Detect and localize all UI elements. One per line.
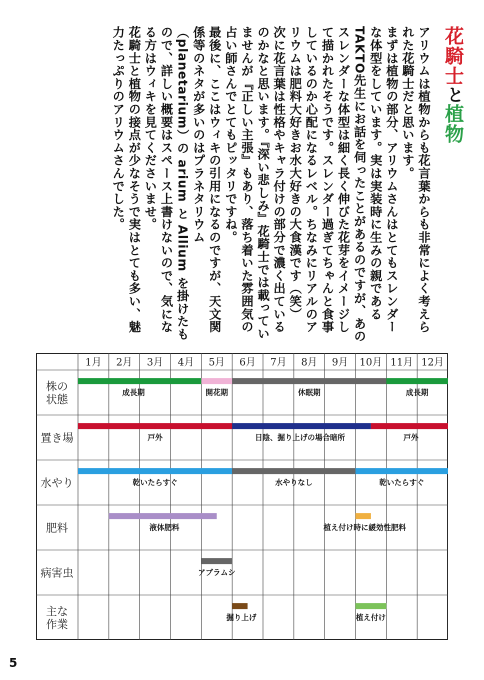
- timeline-bar: [232, 468, 355, 474]
- timeline-bar: [232, 378, 386, 384]
- month-header: 4月: [177, 357, 195, 369]
- month-header: 10月: [359, 357, 383, 369]
- bar-label: 掘り上げ: [226, 613, 257, 623]
- bar-label: 乾いたらすぐ: [379, 478, 425, 488]
- bar-label: 乾いたらすぐ: [132, 478, 178, 488]
- bar-label: 成長期: [122, 388, 145, 398]
- bar-label: 戸外: [403, 433, 419, 443]
- timeline-bar: [201, 378, 232, 384]
- title-part-2: と: [443, 86, 463, 104]
- paragraph-5: 花騎士と植物の接点が少なそうで実はとても多い、魅力たっぷりのアリウムさんでした。: [111, 26, 142, 334]
- month-header: 8月: [301, 357, 318, 369]
- table-border: [37, 354, 448, 640]
- month-header: 7月: [270, 357, 287, 369]
- bar-label: 日陰、掘り上げの場合暗所: [255, 433, 345, 443]
- bar-label: 植え付け時に緩効性肥料: [323, 523, 406, 533]
- timeline-bar: [356, 603, 387, 609]
- month-header: 2月: [116, 357, 133, 369]
- timeline-bar: [232, 603, 247, 609]
- paragraph-2: まずは植物の部分、アリウムさんはとてもスレンダーな体型をしています。実は実装時に生みの親であるTAKTO先生にお話を伺ったことがあるのですが、あのスレンダーな体型は細く長く伸びた花芽をイメージして描かれたそうです。スレンダー過ぎてちゃんと食事しているのか心配になるレベル。ちなみにリアルのアリウムは肥料大好きお水大好きの大食漢です（笑）: [288, 26, 399, 343]
- timeline-bar: [78, 468, 232, 474]
- cultivation-calendar-svg: [36, 353, 448, 640]
- timeline-bar: [109, 513, 217, 519]
- bar-label: 水やりなし: [275, 478, 313, 488]
- timeline-bar: [78, 378, 201, 384]
- bar-label: 戸外: [147, 433, 163, 443]
- paragraph-4: 最後に、ここはウィキの引用になるのですが、天文関係等のネタが多いのはプラネタリウム（planetarium）の arium と Allium を掛けたもので、詳しい概要はスペース上書けないので、気になる方はウィキを見てくださいませ。: [143, 26, 222, 341]
- row-label: 病害虫: [40, 566, 74, 580]
- title-part-3: 植物: [442, 104, 464, 144]
- month-header: 9月: [331, 357, 349, 369]
- cultivation-calendar: [36, 353, 448, 640]
- row-label: 肥料: [46, 521, 68, 535]
- page-number: 5: [9, 656, 18, 670]
- timeline-bar: [356, 513, 371, 519]
- month-header: 12月: [421, 357, 444, 369]
- bar-label: 休眠期: [298, 388, 321, 398]
- row-label: 置き場: [40, 431, 74, 445]
- article-text: [110, 26, 466, 344]
- timeline-bar: [356, 468, 449, 474]
- row-label: 株の: [46, 380, 68, 393]
- row-label: 主な: [46, 605, 68, 618]
- title-part-1: 花騎士: [442, 26, 464, 86]
- bar-label: アブラムシ: [198, 568, 236, 578]
- bar-label: 液体肥料: [149, 523, 180, 533]
- month-header: 3月: [146, 357, 164, 369]
- article-title: [440, 26, 466, 344]
- timeline-bar: [232, 423, 371, 429]
- month-header: 11月: [390, 357, 414, 369]
- timeline-bar: [386, 378, 448, 384]
- timeline-bar: [201, 558, 232, 564]
- month-header: 5月: [208, 357, 225, 369]
- bar-label: 植え付け: [355, 613, 386, 623]
- row-label: 作業: [46, 618, 68, 631]
- month-header: 6月: [239, 357, 256, 369]
- paragraph-3: 次に花言葉は性格やキャラ付けの部分で濃く出ているのかなと思います。『深い悲しみ』花騎士では載っていませんが『正しい主張』もあり、落ち着いた雰囲気の占い師さんでとてもピッタリですね。: [223, 26, 287, 340]
- bar-label: 開花期: [205, 388, 228, 398]
- paragraph-1: アリウムは植物からも花言葉からも非常によく考えられた花騎士だと思います。: [400, 26, 431, 334]
- month-header: 1月: [85, 357, 102, 369]
- timeline-bar: [371, 423, 448, 429]
- timeline-bar: [78, 423, 232, 429]
- bar-label: 成長期: [405, 388, 429, 398]
- row-label: 状態: [46, 393, 68, 406]
- row-label: 水やり: [40, 476, 74, 490]
